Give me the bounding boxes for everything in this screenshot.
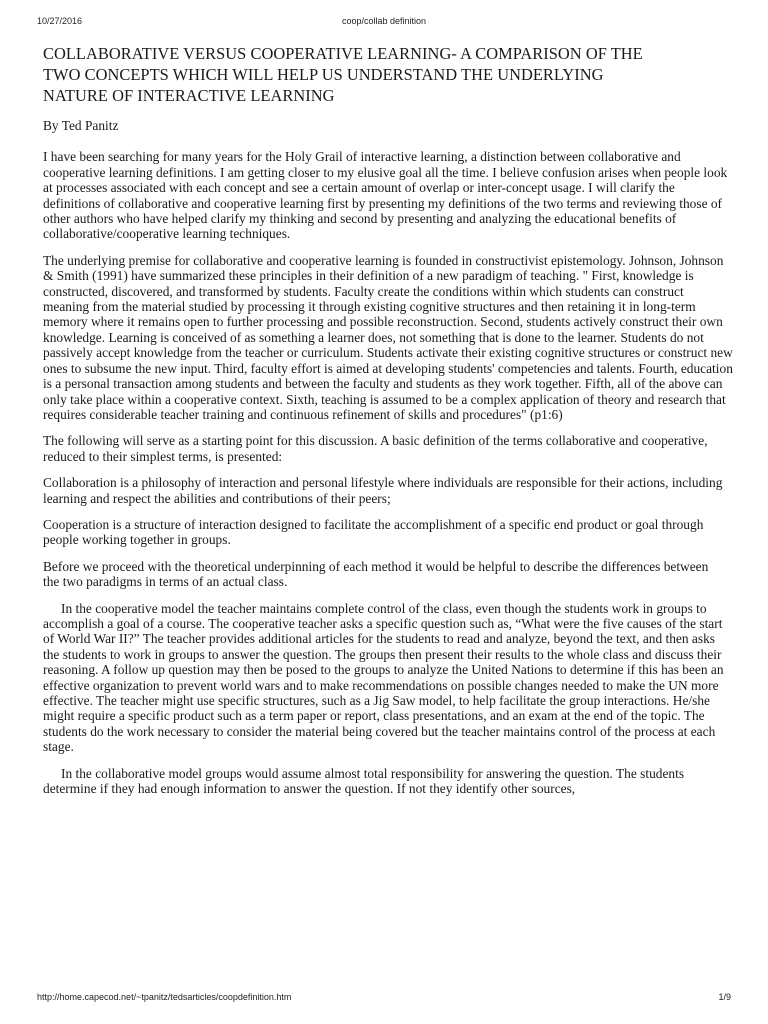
intro-paragraph: I have been searching for many years for the Holy Grail of interactive learning, a distinction between collaborative and cooperative learning definitions. I am getting closer to my elusive goal all the time. I believe confusion arises when people look at processes associated with each concept and see a certain amount of overlap or inter-concept usage. I will clarify the definitions of collaborative and cooperative learning first by presenting my definitions of the two terms and reviewing those of other authors who have helped clarify my thinking and second by presenting and analyzing the educational benefits of collaborative/cooperative learning techniques.	[43, 149, 728, 242]
starting-point-paragraph: The following will serve as a starting point for this discussion. A basic definition of the terms collaborative and cooperative, reduced to their simplest terms, is presented:	[43, 433, 708, 464]
print-doc-title: coop/collab definition	[341, 16, 427, 26]
differences-line: the two paradigms in terms of an actual class.	[43, 574, 288, 590]
title-line: NATURE OF INTERACTIVE LEARNING	[43, 86, 335, 105]
cooperation-definition: Cooperation is a structure of interaction designed to facilitate the accomplishment of a specific end product or goal through people working together in groups.	[43, 516, 704, 548]
premise-paragraph: The underlying premise for collaborative and cooperative learning is founded in constructivist epistemology. Johnson, Johnson & Smith (1991) have summarized these principles in their definition of a new paradigm of teaching. " First, knowledge is constructed, discovered, and transformed by students. Faculty create the conditions within which students can construct meaning from the material studied by processing it through existing cognitive structures and then retaining it in long-term memory where it remains open to further processing and possible reconstruction. Second, students actively construct their own knowledge. Learning is conceived of as something a learner does, not something that is done to the learner. Students do not passively accept knowledge from the teacher or curriculum. Students activate their existing cognitive structures or construct new ones to subsume the new input. Third, faculty effort is aimed at developing students' competencies and talents. Fourth, education is a personal transaction among students and between the faculty and students as they work together. Fifth, all of the above can only take place within a cooperative context. Sixth, teaching is assumed to be a complex application of theory and research that requires considerable teacher training and continuous refinement of skills and procedures" (p1:6)	[43, 252, 733, 422]
title-line: TWO CONCEPTS WHICH WILL HELP US UNDERSTAND THE UNDERLYING	[43, 65, 604, 84]
print-header	[37, 16, 731, 30]
article-content	[43, 43, 733, 807]
article-title	[43, 43, 733, 106]
print-footer	[37, 992, 731, 1006]
title-line: COLLABORATIVE VERSUS COOPERATIVE LEARNING- A COMPARISON OF THE	[43, 44, 643, 63]
differences-line: Before we proceed with the theoretical underpinning of each method it would be helpful to describe the differences between	[43, 558, 709, 574]
differences-paragraph	[43, 559, 733, 590]
print-date: 10/27/2016	[37, 16, 83, 26]
collaborative-model-paragraph: In the collaborative model groups would assume almost total responsibility for answering the question. The students determine if they had enough information to answer the question. If not they identify other sources,	[43, 765, 685, 797]
page-url: http://home.capecod.net/~tpanitz/tedsarticles/coopdefinition.htm	[37, 992, 292, 1002]
author-byline: By Ted Panitz	[43, 118, 119, 133]
page-number: 1/9	[718, 992, 731, 1002]
collaboration-definition: Collaboration is a philosophy of interaction and personal lifestyle where individuals are responsible for their actions, including learning and respect the abilities and contributions of their peers;	[43, 475, 723, 506]
cooperative-model-paragraph: In the cooperative model the teacher maintains complete control of the class, even though the students work in groups to accomplish a goal of a course. The cooperative teacher asks a specific question such as, “What were the five causes of the start of World War II?” The teacher provides additional articles for the students to read and analyze, beyond the text, and then asks the students to work in groups to answer the question. The groups then present their results to the whole class and discuss their reasoning. A follow up question may then be posed to the groups to analyze the United Nations to determine if this has been an effective organization to prevent world wars and to make recommendations on possible changes needed to make the UN more effective. The teacher might use specific structures, such as a Jig Saw model, to help facilitate the group interactions. He/she might require a specific product such as a term paper or report, class presentations, and an exam at the end of the topic. The students do the work necessary to consider the material being covered but the teacher maintains control of the process at each stage.	[43, 600, 724, 755]
